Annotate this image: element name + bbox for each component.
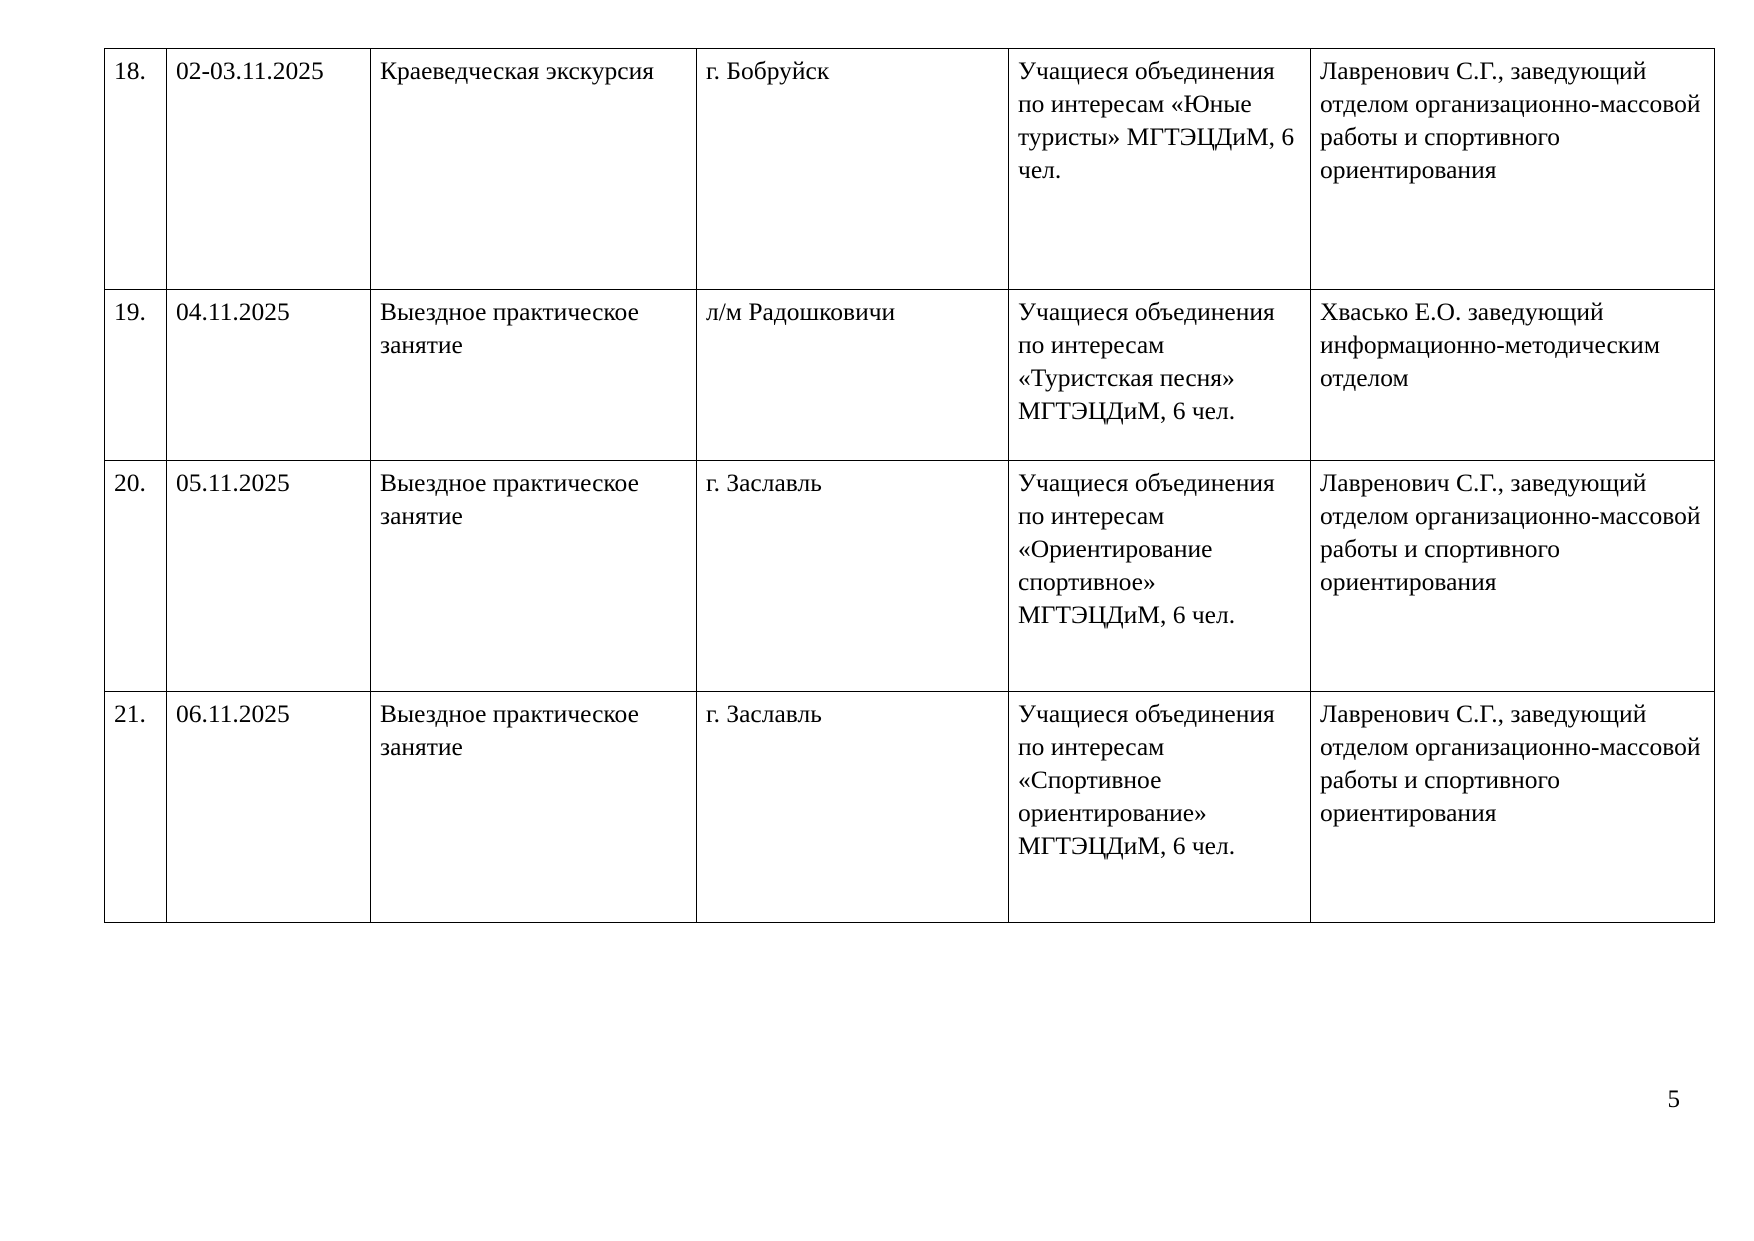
place-cell: г. Заславль	[697, 692, 1009, 923]
row-number-cell: 20.	[105, 461, 167, 692]
participants-cell: Учащиеся объединения по интересам «Спортивное ориентирование» МГТЭЦДиМ, 6 чел.	[1009, 692, 1311, 923]
event-cell: Краеведческая экскурсия	[371, 49, 697, 290]
row-number-cell: 19.	[105, 290, 167, 461]
table-row	[105, 49, 1715, 290]
responsible-cell: Лавренович С.Г., заведующий отделом организационно-массовой работы и спортивного ориентирования	[1311, 49, 1715, 290]
place-cell: л/м Радошковичи	[697, 290, 1009, 461]
place-cell: г. Бобруйск	[697, 49, 1009, 290]
date-cell: 04.11.2025	[167, 290, 371, 461]
date-cell: 06.11.2025	[167, 692, 371, 923]
row-number-cell: 18.	[105, 49, 167, 290]
event-cell: Выездное практическое занятие	[371, 290, 697, 461]
participants-cell: Учащиеся объединения по интересам «Ориентирование спортивное» МГТЭЦДиМ, 6 чел.	[1009, 461, 1311, 692]
responsible-cell: Лавренович С.Г., заведующий отделом организационно-массовой работы и спортивного ориентирования	[1311, 692, 1715, 923]
row-number-cell: 21.	[105, 692, 167, 923]
event-cell: Выездное практическое занятие	[371, 461, 697, 692]
participants-cell: Учащиеся объединения по интересам «Юные туристы» МГТЭЦДиМ, 6 чел.	[1009, 49, 1311, 290]
table-row	[105, 692, 1715, 923]
table-row	[105, 290, 1715, 461]
place-cell: г. Заславль	[697, 461, 1009, 692]
schedule-table	[104, 48, 1715, 923]
event-cell: Выездное практическое занятие	[371, 692, 697, 923]
participants-cell: Учащиеся объединения по интересам «Туристская песня» МГТЭЦДиМ, 6 чел.	[1009, 290, 1311, 461]
table-row	[105, 461, 1715, 692]
date-cell: 05.11.2025	[167, 461, 371, 692]
responsible-cell: Хвасько Е.О. заведующий информационно-методическим отделом	[1311, 290, 1715, 461]
date-cell: 02-03.11.2025	[167, 49, 371, 290]
page-number: 5	[1667, 1086, 1680, 1113]
responsible-cell: Лавренович С.Г., заведующий отделом организационно-массовой работы и спортивного ориентирования	[1311, 461, 1715, 692]
